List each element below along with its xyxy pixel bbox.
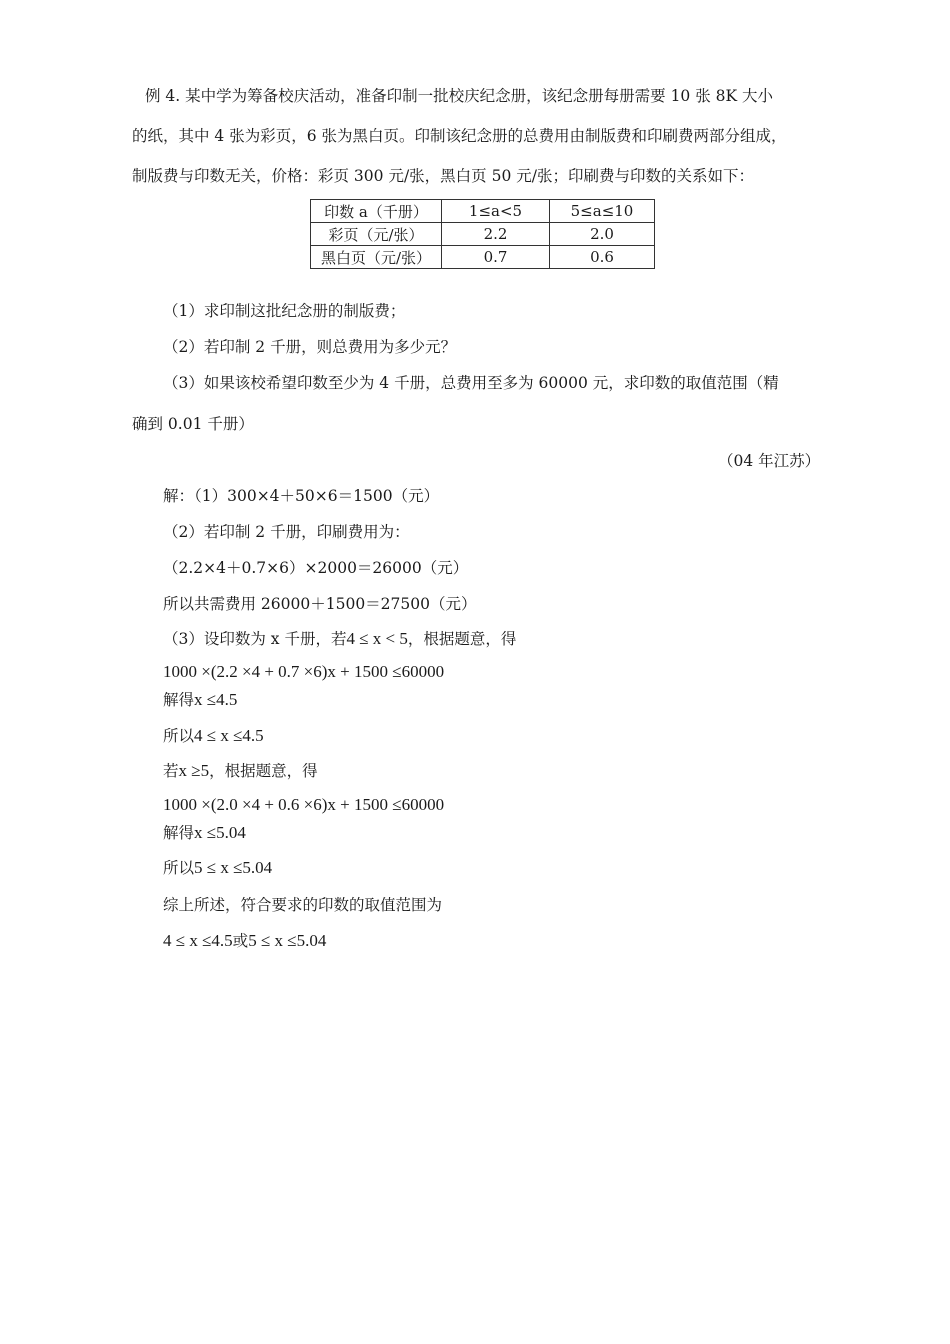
text-span: 解得 xyxy=(163,691,195,709)
problem-line-1: 例 4. 某中学为筹备校庆活动，准备印制一批校庆纪念册，该纪念册每册需要 10 张 8K 大小 xyxy=(145,87,774,105)
table-cell: 2.0 xyxy=(550,223,655,246)
question-1: （1）求印制这批纪念册的制版费； xyxy=(163,302,406,320)
table-cell: 2.2 xyxy=(442,223,550,246)
inequality: 4 ≤ x < 5 xyxy=(346,629,408,648)
inequality: 5 ≤ x ≤5.04 xyxy=(248,931,327,950)
solution-part-2-calc: （2.2×4＋0.7×6）×2000＝26000（元） xyxy=(163,559,469,577)
final-answer xyxy=(163,931,326,951)
price-table xyxy=(310,199,655,269)
solution-range-1 xyxy=(163,726,264,746)
equation-1: 1000 ×(2.2 ×4 + 0.7 ×6)x + 1500 ≤60000 xyxy=(163,662,445,681)
text-span: 所以 xyxy=(163,727,195,745)
text-span: （3）设印数为 x 千册，若 xyxy=(163,630,347,648)
solution-part-1: 解：（1）300×4＋50×6＝1500（元） xyxy=(163,487,440,505)
table-cell: 黑白页（元/张） xyxy=(311,246,442,269)
solution-result-1 xyxy=(163,690,237,710)
solution-part-2-total: 所以共需费用 26000＋1500＝27500（元） xyxy=(163,595,477,613)
inequality: 4 ≤ x ≤4.5 xyxy=(163,931,233,950)
table-row xyxy=(311,223,655,246)
inequality: 4 ≤ x ≤4.5 xyxy=(194,726,264,745)
text-span: 或 xyxy=(232,932,249,950)
inequality: x ≥5 xyxy=(178,761,210,780)
problem-line-3: 制版费与印数无关，价格：彩页 300 元/张，黑白页 50 元/张；印刷费与印数的关系如下： xyxy=(132,167,754,185)
inequality: x ≤4.5 xyxy=(194,690,238,709)
question-3-line-1: （3）如果该校希望印数至少为 4 千册，总费用至多为 60000 元，求印数的取值范围（精 xyxy=(163,374,779,392)
text-span: 解得 xyxy=(163,824,195,842)
text-span: ，根据题意，得 xyxy=(209,762,318,780)
solution-part-3-intro xyxy=(163,629,516,649)
table-cell: 0.6 xyxy=(550,246,655,269)
table-cell: 0.7 xyxy=(442,246,550,269)
text-span: 所以 xyxy=(163,859,195,877)
table-cell: 1≤a<5 xyxy=(442,200,550,223)
table-cell: 印数 a（千册） xyxy=(311,200,442,223)
text-span: 若 xyxy=(163,762,179,780)
table-row xyxy=(311,200,655,223)
source-note: （04 年江苏） xyxy=(718,452,821,470)
solution-result-2 xyxy=(163,823,246,843)
equation-2: 1000 ×(2.0 ×4 + 0.6 ×6)x + 1500 ≤60000 xyxy=(163,795,445,814)
solution-part-2-intro: （2）若印制 2 千册，印刷费用为： xyxy=(163,523,410,541)
text-span: ，根据题意，得 xyxy=(407,630,517,648)
table-row xyxy=(311,246,655,269)
question-3-line-2: 确到 0.01 千册） xyxy=(132,415,254,433)
table-cell: 彩页（元/张） xyxy=(311,223,442,246)
problem-line-2: 的纸，其中 4 张为彩页，6 张为黑白页。印制该纪念册的总费用由制版费和印刷费两部分组成， xyxy=(132,127,787,145)
solution-case-2 xyxy=(163,761,318,781)
inequality: 5 ≤ x ≤5.04 xyxy=(194,858,273,877)
inequality: x ≤5.04 xyxy=(194,823,246,842)
table-cell: 5≤a≤10 xyxy=(550,200,655,223)
solution-summary: 综上所述，符合要求的印数的取值范围为 xyxy=(163,896,443,914)
question-2: （2）若印制 2 千册，则总费用为多少元？ xyxy=(163,338,457,356)
solution-range-2 xyxy=(163,858,272,878)
